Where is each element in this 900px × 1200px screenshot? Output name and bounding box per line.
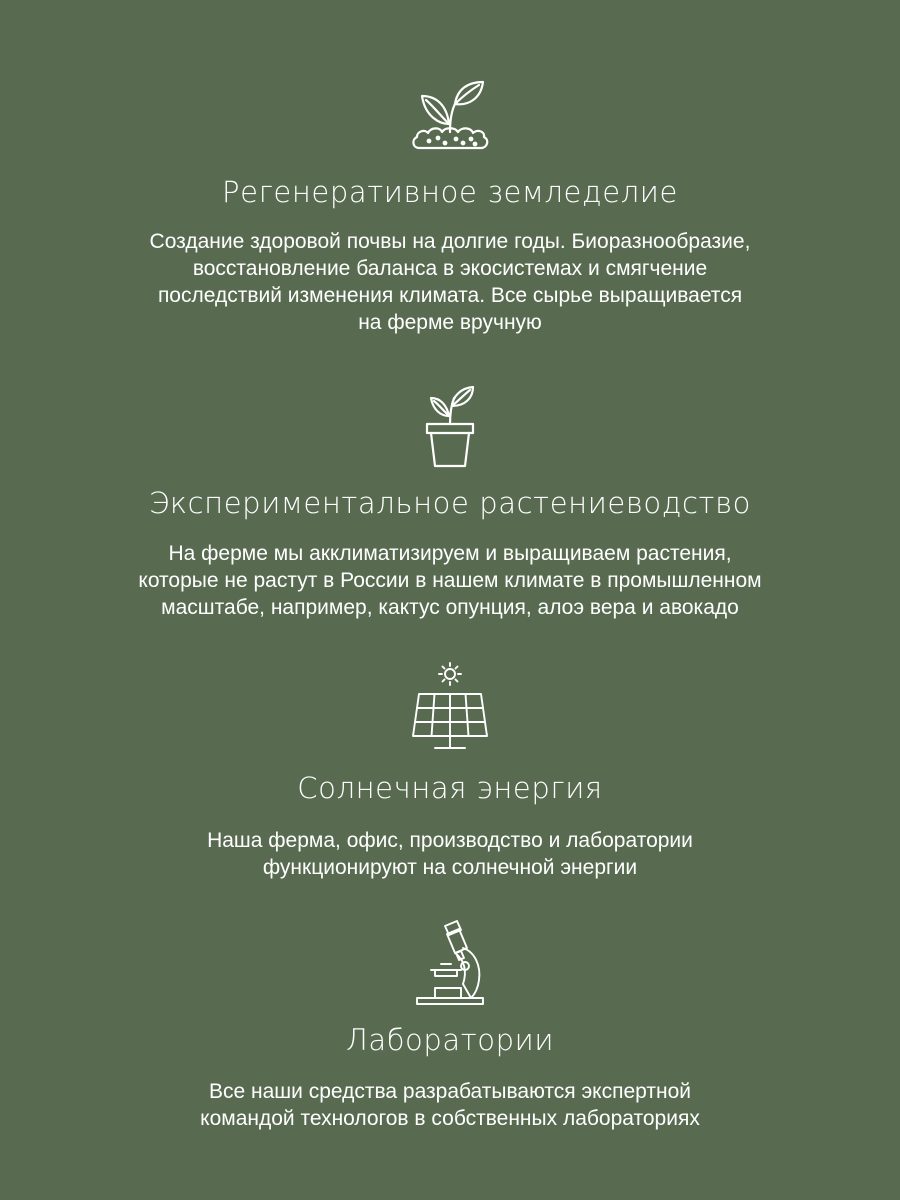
section-title: Лаборатории xyxy=(345,1023,555,1057)
description-line: Все наши средства разрабатываются экспертной xyxy=(208,1080,691,1103)
section-solar-energy xyxy=(0,660,900,881)
section-description xyxy=(70,540,830,621)
sprout-on-soil-icon xyxy=(405,72,495,162)
section-experimental-crops xyxy=(0,382,900,621)
microscope-icon xyxy=(405,918,495,1008)
section-title: Солнечная энергия xyxy=(297,771,603,805)
description-line: которые не растут в России в нашем климате в промышленном xyxy=(138,569,762,592)
description-line: на ферме вручную xyxy=(358,311,542,334)
description-line: последствий изменения климата. Все сырье выращивается xyxy=(157,284,743,307)
section-description xyxy=(70,827,830,881)
section-title: Экспериментальное растениеводство xyxy=(148,486,752,520)
description-line: масштабе, например, кактус опунция, алоэ вера и авокадо xyxy=(161,596,739,619)
section-laboratories xyxy=(0,918,900,1132)
description-line: Наша ферма, офис, производство и лаборатории xyxy=(207,829,693,852)
description-line: функционируют на солнечной энергии xyxy=(262,856,638,879)
solar-panel-icon xyxy=(405,660,495,754)
description-line: восстановление баланса в экосистемах и смягчение xyxy=(192,257,708,280)
section-title: Регенеративное земледелие xyxy=(222,175,678,209)
description-line: командой технологов в собственных лабораториях xyxy=(200,1107,700,1130)
section-description xyxy=(70,228,830,336)
description-line: Создание здоровой почвы на долгие годы. Биоразнообразие, xyxy=(149,230,751,253)
section-regenerative-farming xyxy=(0,72,900,336)
section-description xyxy=(70,1078,830,1132)
description-line: На ферме мы акклиматизируем и выращиваем растения, xyxy=(168,542,732,565)
potted-plant-icon xyxy=(405,382,495,472)
